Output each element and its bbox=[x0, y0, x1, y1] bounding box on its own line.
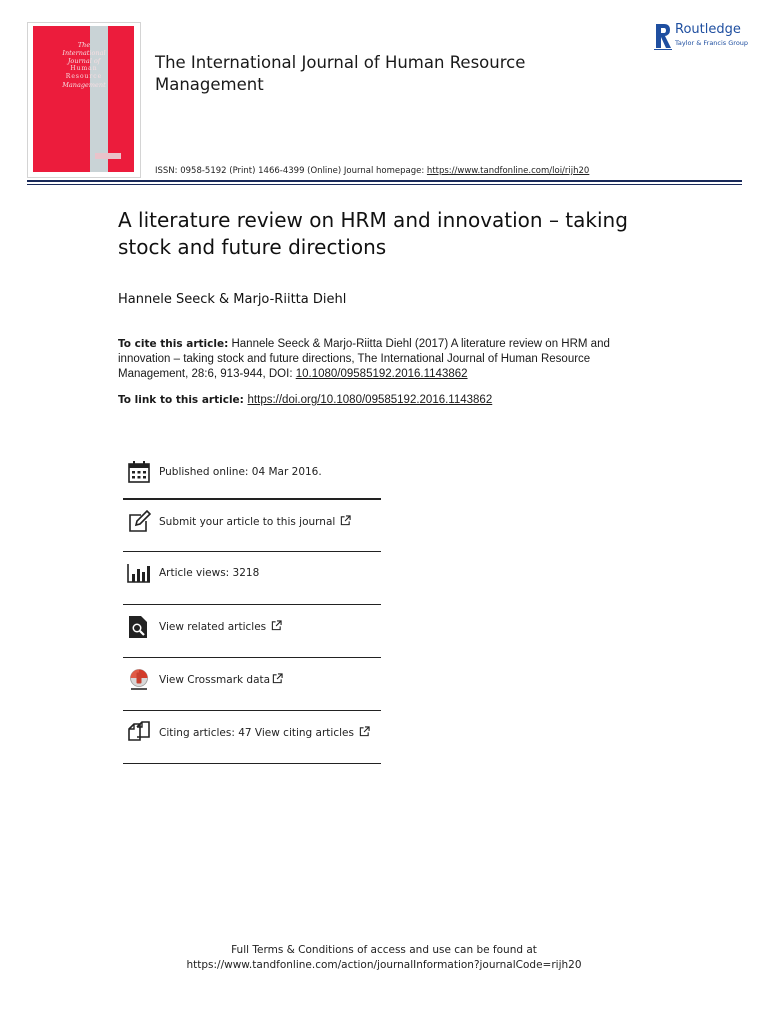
info-divider bbox=[123, 710, 381, 711]
external-link-icon bbox=[272, 673, 283, 684]
published-online-row bbox=[123, 452, 381, 492]
journal-homepage-link[interactable]: https://www.tandfonline.com/loi/rijh20 bbox=[426, 166, 590, 176]
footer-terms-text: Full Terms & Conditions of access and use can be found at bbox=[231, 944, 537, 956]
crossmark-row[interactable] bbox=[123, 660, 381, 700]
published-online-text: Published online: 04 Mar 2016. bbox=[159, 466, 322, 478]
doi-link[interactable]: 10.1080/09585192.2016.1143862 bbox=[295, 368, 468, 380]
info-divider bbox=[123, 551, 381, 552]
publisher-name: Routledge bbox=[675, 22, 741, 37]
issn-line: ISSN: 0958-5192 (Print) 1466-4399 (Online) Journal homepage: https://www.tandfonline.com/loi/rijh20 bbox=[155, 166, 590, 176]
cover-title: The International Journal of Human Resource Management bbox=[62, 41, 106, 89]
publisher-logo bbox=[653, 22, 753, 52]
citing-articles-link[interactable]: Citing articles: 47 View citing articles bbox=[159, 727, 354, 739]
info-divider bbox=[123, 604, 381, 605]
article-info-list bbox=[123, 452, 381, 772]
journal-cover-image bbox=[27, 22, 141, 178]
related-articles-link[interactable]: View related articles bbox=[159, 621, 267, 633]
document-search-icon bbox=[127, 615, 151, 639]
external-link-icon bbox=[271, 620, 282, 631]
calendar-icon bbox=[127, 460, 151, 484]
crossmark-icon bbox=[127, 668, 151, 692]
info-divider bbox=[123, 763, 381, 764]
external-link-icon bbox=[359, 726, 370, 737]
article-views-text: Article views: 3218 bbox=[159, 567, 260, 579]
info-divider bbox=[123, 657, 381, 658]
article-views-row bbox=[123, 553, 381, 593]
cover-publisher-logo bbox=[95, 153, 121, 159]
article-link-block bbox=[118, 393, 678, 408]
article-title: A literature review on HRM and innovation – taking stock and future directions bbox=[118, 208, 628, 259]
external-link-icon bbox=[340, 515, 351, 526]
article-authors: Hannele Seeck & Marjo-Riitta Diehl bbox=[118, 292, 347, 307]
citation-label: To cite this article: bbox=[118, 338, 229, 350]
article-doi-url-link[interactable]: https://doi.org/10.1080/09585192.2016.1143862 bbox=[247, 394, 493, 406]
header-divider bbox=[27, 180, 742, 182]
submit-article-row[interactable] bbox=[123, 502, 381, 542]
footer-terms-url[interactable]: https://www.tandfonline.com/action/journalInformation?journalCode=rijh20 bbox=[186, 959, 582, 971]
link-label: To link to this article: bbox=[118, 394, 248, 406]
header-divider-thin bbox=[27, 184, 742, 185]
journal-title: The International Journal of Human Resource Management bbox=[155, 53, 526, 94]
footer bbox=[0, 943, 768, 973]
publisher-subtitle: Taylor & Francis Group bbox=[675, 39, 749, 47]
edit-icon bbox=[127, 510, 151, 534]
info-divider bbox=[123, 498, 381, 500]
crossmark-link[interactable]: View Crossmark data bbox=[159, 674, 271, 686]
bar-chart-icon bbox=[127, 561, 151, 585]
related-articles-row[interactable] bbox=[123, 607, 381, 647]
citation-block: To cite this article: Hannele Seeck & Marjo-Riitta Diehl (2017) A literature review on HRM and innovation – taking stock and future directions, The International Journal of Human Resource Management, 28:6, 913-944, DOI: 10.1080/09585192.2016.1143862 bbox=[118, 338, 610, 380]
citing-articles-row[interactable] bbox=[123, 713, 381, 753]
citing-documents-icon bbox=[127, 721, 151, 745]
routledge-r-icon bbox=[653, 22, 673, 50]
submit-article-link[interactable]: Submit your article to this journal bbox=[159, 516, 336, 528]
